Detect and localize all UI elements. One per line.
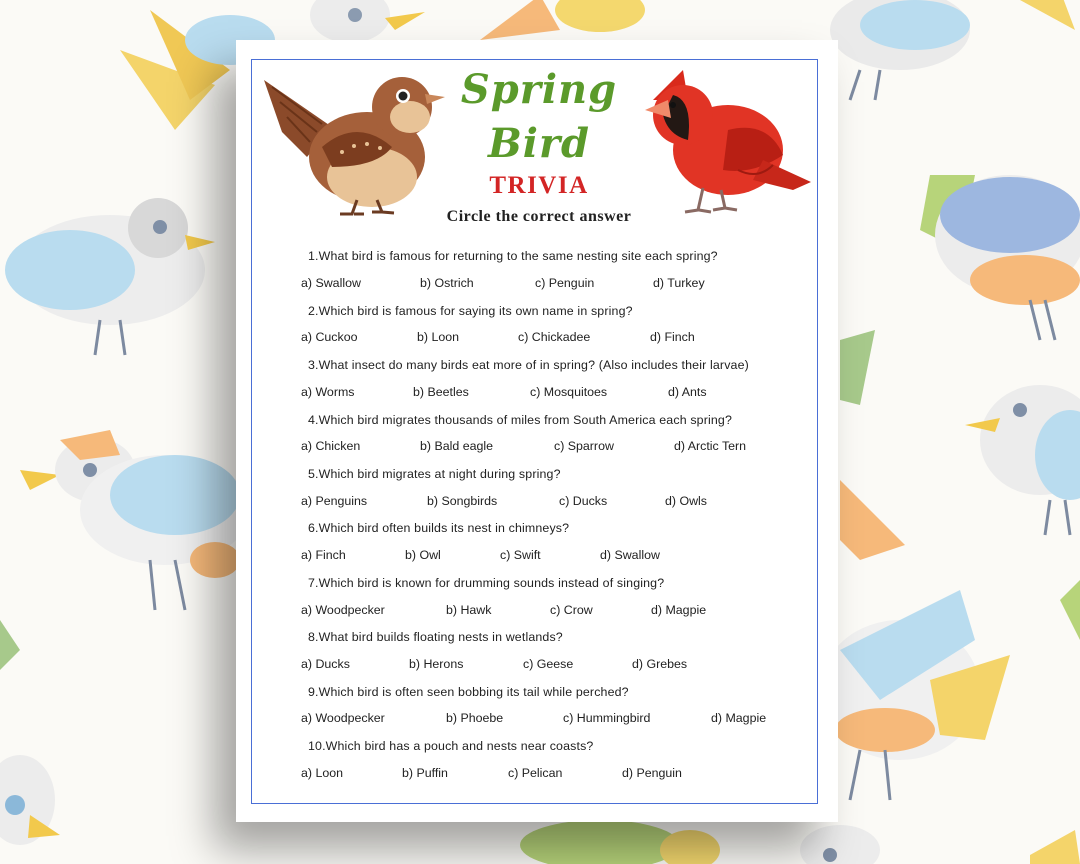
title-spring: Spring — [460, 66, 618, 113]
option[interactable]: c) Sparrow — [554, 439, 614, 453]
option[interactable]: b) Beetles — [413, 385, 469, 399]
option[interactable]: b) Ostrich — [420, 276, 474, 290]
option[interactable]: d) Finch — [650, 330, 695, 344]
option[interactable]: a) Penguins — [301, 494, 368, 508]
instruction-text: Circle the correct answer — [446, 208, 632, 225]
option[interactable]: d) Arctic Tern — [674, 439, 747, 453]
option[interactable]: a) Cuckoo — [301, 330, 358, 344]
option[interactable]: a) Woodpecker — [301, 711, 385, 725]
option[interactable]: d) Ants — [668, 385, 707, 399]
option[interactable]: b) Bald eagle — [420, 439, 494, 453]
question-5: 5.Which bird migrates at night during spring? — [308, 467, 561, 481]
option[interactable]: c) Swift — [500, 548, 541, 562]
option[interactable]: b) Herons — [409, 657, 464, 671]
option[interactable]: c) Chickadee — [518, 330, 591, 344]
title-bird: Bird — [487, 120, 591, 167]
option[interactable]: a) Loon — [301, 766, 344, 780]
question-1: 1.What bird is famous for returning to the same nesting site each spring? — [308, 249, 718, 263]
option[interactable]: b) Puffin — [402, 766, 448, 780]
question-7: 7.Which bird is known for drumming sounds instead of singing? — [308, 576, 665, 590]
option[interactable]: b) Owl — [405, 548, 441, 562]
option[interactable]: d) Penguin — [622, 766, 682, 780]
question-10: 10.Which bird has a pouch and nests near coasts? — [308, 739, 594, 753]
option[interactable]: a) Chicken — [301, 439, 361, 453]
option[interactable]: c) Mosquitoes — [530, 385, 608, 399]
title-trivia: TRIVIA — [489, 172, 589, 199]
option[interactable]: c) Crow — [550, 603, 593, 617]
option[interactable]: c) Penguin — [535, 276, 595, 290]
option[interactable]: b) Hawk — [446, 603, 492, 617]
option[interactable]: b) Loon — [417, 330, 460, 344]
option[interactable]: c) Geese — [523, 657, 574, 671]
option[interactable]: a) Swallow — [301, 276, 361, 290]
option[interactable]: d) Owls — [665, 494, 707, 508]
option[interactable]: a) Finch — [301, 548, 346, 562]
question-3: 3.What insect do many birds eat more of in spring? (Also includes their larvae) — [308, 358, 749, 372]
option[interactable]: b) Phoebe — [446, 711, 504, 725]
option[interactable]: d) Magpie — [711, 711, 767, 725]
question-8: 8.What bird builds floating nests in wetlands? — [308, 630, 563, 644]
option[interactable]: a) Ducks — [301, 657, 350, 671]
question-2: 2.Which bird is famous for saying its own name in spring? — [308, 304, 633, 318]
option[interactable]: c) Pelican — [508, 766, 563, 780]
question-6: 6.Which bird often builds its nest in chimneys? — [308, 521, 570, 535]
option[interactable]: d) Magpie — [651, 603, 707, 617]
option[interactable]: b) Songbirds — [427, 494, 498, 508]
question-9: 9.Which bird is often seen bobbing its tail while perched? — [308, 685, 629, 699]
option[interactable]: c) Hummingbird — [563, 711, 651, 725]
option[interactable]: d) Turkey — [653, 276, 705, 290]
question-4: 4.Which bird migrates thousands of miles from South America each spring? — [308, 413, 733, 427]
option[interactable]: d) Swallow — [600, 548, 660, 562]
option[interactable]: a) Woodpecker — [301, 603, 385, 617]
option[interactable]: c) Ducks — [559, 494, 608, 508]
option[interactable]: a) Worms — [301, 385, 355, 399]
option[interactable]: d) Grebes — [632, 657, 688, 671]
